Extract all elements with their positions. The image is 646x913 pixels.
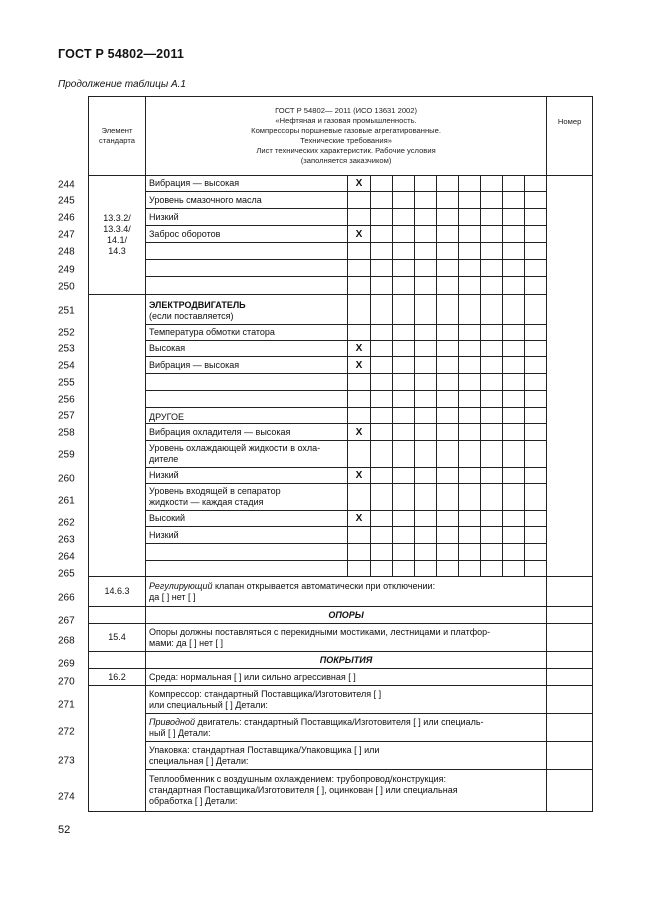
table-row xyxy=(89,607,593,624)
table-row xyxy=(89,260,593,277)
table-row xyxy=(89,577,593,607)
table-row xyxy=(89,295,593,325)
row-number: 245 xyxy=(58,195,75,207)
row-number: 261 xyxy=(58,495,75,507)
table-row xyxy=(89,652,593,669)
header-title-cell: ГОСТ Р 54802— 2011 (ИСО 13631 2002) «Нефтяная и газовая промышленность. Компрессоры поршневые газовые агрегатированные. Технические требования» Лист технических характеристик. Рабочие условия (заполняется заказчиком) xyxy=(146,97,547,176)
table-row xyxy=(89,624,593,652)
section-heading: ОПОРЫ xyxy=(146,607,547,624)
row-label: Высокая xyxy=(146,341,348,357)
row-number: 252 xyxy=(58,327,75,339)
row-number: 265 xyxy=(58,568,75,580)
row-number: 259 xyxy=(58,449,75,461)
row-number: 270 xyxy=(58,676,75,688)
table-row xyxy=(89,686,593,714)
row-number: 272 xyxy=(58,726,75,738)
element-cell xyxy=(89,295,146,577)
row-number: 253 xyxy=(58,343,75,355)
number-cell xyxy=(547,176,593,577)
table-row xyxy=(89,561,593,577)
check-mark: X xyxy=(348,176,371,192)
row-number: 250 xyxy=(58,281,75,293)
row-text: Среда: нормальная [ ] или сильно агрессивная [ ] xyxy=(146,669,547,686)
row-label: Уровень охлаждающей жидкости в охла- дителе xyxy=(146,441,348,468)
row-number: 274 xyxy=(58,791,75,803)
table-row xyxy=(89,391,593,408)
row-number: 251 xyxy=(58,305,75,317)
row-label: Вибрация охладителя — высокая xyxy=(146,424,348,441)
row-text: Приводной двигатель: стандартный Поставщика/Изготовителя [ ] или специаль- ный [ ] Детали: xyxy=(146,714,547,742)
row-label: Вибрация — высокая xyxy=(146,176,348,192)
row-number: 264 xyxy=(58,551,75,563)
row-number: 266 xyxy=(58,592,75,604)
element-cell: 16.2 xyxy=(89,669,146,686)
row-number: 260 xyxy=(58,473,75,485)
page-number: 52 xyxy=(58,824,71,836)
element-cell: 14.6.3 xyxy=(89,577,146,607)
row-label: Температура обмотки статора xyxy=(146,325,348,341)
table-row xyxy=(89,408,593,424)
row-label: ДРУГОЕ xyxy=(146,408,348,424)
row-number: 263 xyxy=(58,534,75,546)
section-heading: ПОКРЫТИЯ xyxy=(146,652,547,669)
row-label: Низкий xyxy=(146,209,348,226)
table-row xyxy=(89,484,593,511)
element-cell xyxy=(89,686,146,812)
row-label: Заброс оборотов xyxy=(146,226,348,243)
row-number: 248 xyxy=(58,246,75,258)
row-number: 257 xyxy=(58,410,75,422)
check-mark: X xyxy=(348,424,371,441)
table-row xyxy=(89,424,593,441)
header-number-cell: Номер xyxy=(547,97,593,176)
table-row xyxy=(89,243,593,260)
element-cell: 13.3.2/ 13.3.4/ 14.1/ 14.3 xyxy=(89,176,146,295)
table-row xyxy=(89,511,593,527)
row-label: Высокий xyxy=(146,511,348,527)
table-row xyxy=(89,714,593,742)
row-number: 267 xyxy=(58,615,75,627)
number-cell xyxy=(547,577,593,607)
table-row xyxy=(89,544,593,561)
table-row xyxy=(89,341,593,357)
table-row xyxy=(89,669,593,686)
table-row xyxy=(89,357,593,374)
row-text: Опоры должны поставляться с перекидными мостиками, лестницами и платфор- мами: да [ ] нет [ ] xyxy=(146,624,547,652)
row-label: Вибрация — высокая xyxy=(146,357,348,374)
header-element-cell: Элемент стандарта xyxy=(89,97,146,176)
row-number: 255 xyxy=(58,377,75,389)
row-number: 273 xyxy=(58,755,75,767)
table-row xyxy=(89,192,593,209)
row-number: 258 xyxy=(58,427,75,439)
check-mark: X xyxy=(348,511,371,527)
row-number: 247 xyxy=(58,229,75,241)
table-row xyxy=(89,226,593,243)
row-number: 256 xyxy=(58,394,75,406)
table-row xyxy=(89,441,593,468)
row-number: 269 xyxy=(58,658,75,670)
table-row xyxy=(89,209,593,226)
table-row xyxy=(89,176,593,192)
table-row xyxy=(89,742,593,770)
row-number: 268 xyxy=(58,635,75,647)
row-label: Уровень входящей в сепаратор жидкости — каждая стадия xyxy=(146,484,348,511)
table-row xyxy=(89,468,593,484)
row-text: Компрессор: стандартный Поставщика/Изготовителя [ ] или специальный [ ] Детали: xyxy=(146,686,547,714)
row-number: 246 xyxy=(58,212,75,224)
data-sheet-table xyxy=(88,96,593,812)
row-number: 271 xyxy=(58,699,75,711)
row-number: 254 xyxy=(58,360,75,372)
row-number: 249 xyxy=(58,264,75,276)
table-row xyxy=(89,277,593,295)
row-label: Низкий xyxy=(146,468,348,484)
table-row xyxy=(89,325,593,341)
check-mark: X xyxy=(348,357,371,374)
document-title: ГОСТ Р 54802—2011 xyxy=(58,47,185,61)
row-number: 262 xyxy=(58,517,75,529)
table-row xyxy=(89,374,593,391)
row-label: Уровень смазочного масла xyxy=(146,192,348,209)
row-text: Теплообменник с воздушным охлаждением: трубопровод/конструкция: стандартная Поставщика/Изготовителя [ ], оцинкован [ ] или специальная обработка [ ] Детали: xyxy=(146,770,547,812)
check-mark: X xyxy=(348,226,371,243)
table-continuation-caption: Продолжение таблицы А.1 xyxy=(58,79,186,90)
row-label: ЭЛЕКТРОДВИГАТЕЛЬ (если поставляется) xyxy=(146,295,348,325)
row-text: Регулирующий клапан открывается автоматически при отключении: да [ ] нет [ ] xyxy=(146,577,547,607)
row-text: Упаковка: стандартная Поставщика/Упаковщика [ ] или специальная [ ] Детали: xyxy=(146,742,547,770)
row-label: Низкий xyxy=(146,527,348,544)
table-row xyxy=(89,527,593,544)
row-number: 244 xyxy=(58,179,75,191)
element-cell: 15.4 xyxy=(89,624,146,652)
check-mark: X xyxy=(348,468,371,484)
table-row xyxy=(89,770,593,812)
check-mark: X xyxy=(348,341,371,357)
